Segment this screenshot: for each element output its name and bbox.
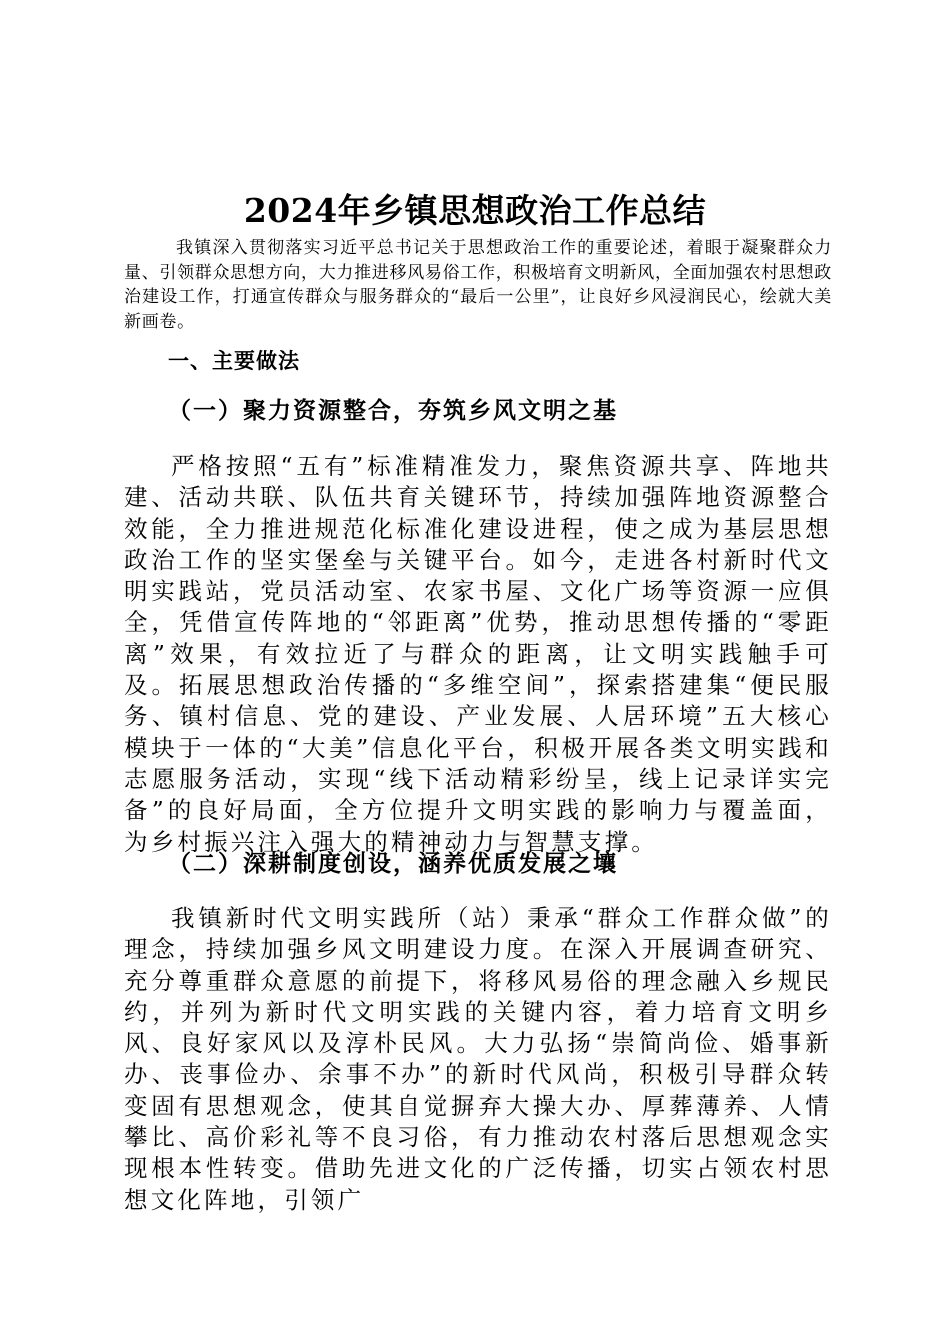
- subsection-heading-resource-integration: （一）聚力资源整合，夯筑乡风文明之基: [168, 397, 618, 424]
- intro-paragraph: 我镇深入贯彻落实习近平总书记关于思想政治工作的重要论述，着眼于凝聚群众力量、引领群众思想方向，大力推进移风易俗工作，积极培育文明新风，全面加强农村思想政治建设工作，打通宣传群众与服务群众的“最后一公里”，让良好乡风浸润民心，绘就大美新画卷。: [124, 238, 832, 332]
- section-heading-main-practices: 一、主要做法: [168, 348, 300, 373]
- document-title: 2024年乡镇思想政治工作总结: [243, 191, 707, 231]
- body-paragraph-resource-integration: 严格按照“五有”标准精准发力，聚焦资源共享、阵地共建、活动共联、队伍共育关键环节，持续加强阵地资源整合效能，全力推进规范化标准化建设进程，使之成为基层思想政治工作的坚实堡垒与关键平台。如今，走进各村新时代文明实践站，党员活动室、农家书屋、文化广场等资源一应俱全，凭借宣传阵地的“邻距离”优势，推动思想传播的“零距离”效果，有效拉近了与群众的距离，让文明实践触手可及。拓展思想政治传播的“多维空间”，探索搭建集“便民服务、镇村信息、党的建设、产业发展、人居环境”五大核心模块于一体的“大美”信息化平台，积极开展各类文明实践和志愿服务活动，实现“线下活动精彩纷呈，线上记录详实完备”的良好局面，全方位提升文明实践的影响力与覆盖面，为乡村振兴注入强大的精神动力与智慧支撑。: [124, 452, 832, 856]
- subsection-heading-system-creation: （二）深耕制度创设，涵养优质发展之壤: [168, 850, 618, 877]
- body-paragraph-system-creation: 我镇新时代文明实践所（站）秉承“群众工作群众做”的理念，持续加强乡风文明建设力度。在深入开展调查研究、充分尊重群众意愿的前提下，将移风易俗的理念融入乡规民约，并列为新时代文明实践的关键内容，着力培育文明乡风、良好家风以及淳朴民风。大力弘扬“崇简尚俭、婚事新办、丧事俭办、余事不办”的新时代风尚，积极引导群众转变固有思想观念，使其自觉摒弃大操大办、厚葬薄养、人情攀比、高价彩礼等不良习俗，有力推动农村落后思想观念实现根本性转变。借助先进文化的广泛传播，切实占领农村思想文化阵地，引领广: [124, 904, 832, 1214]
